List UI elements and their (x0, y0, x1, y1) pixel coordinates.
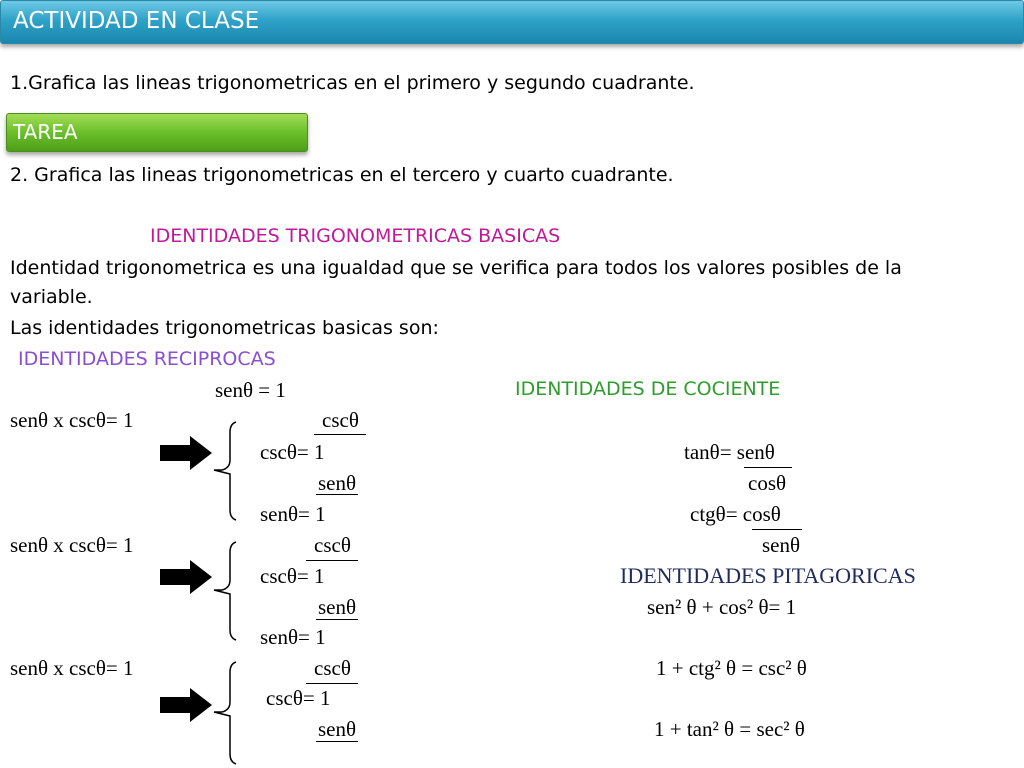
group1-numerator: cscθ (322, 408, 359, 432)
left-brace-icon (210, 540, 240, 642)
ctg-identity: ctgθ= cosθ (690, 502, 781, 526)
group2-numerator: cscθ (314, 533, 351, 557)
tan-denominator: cosθ (748, 471, 787, 495)
reciprocal-top-formula: senθ = 1 (215, 378, 286, 402)
group3-mid: cscθ= 1 (266, 686, 331, 710)
group2-lhs: senθ x cscθ= 1 (10, 533, 134, 557)
group2-denominator: senθ (318, 595, 357, 619)
tan-identity: tanθ= senθ (684, 440, 775, 464)
pythagorean-formula-3: 1 + tan² θ = sec² θ (654, 717, 805, 741)
group3-den-bar (316, 741, 358, 742)
group2-mid: cscθ= 1 (260, 564, 325, 588)
definition-line-2: variable. (10, 286, 93, 308)
arrow-right-icon (160, 560, 212, 594)
homework-item-2: 2. Grafica las lineas trigonometricas en el tercero y cuarto cuadrante. (10, 164, 674, 186)
group3-numerator: cscθ (314, 656, 351, 680)
tarea-banner (6, 113, 308, 152)
left-brace-icon (210, 420, 240, 522)
reciprocal-heading: IDENTIDADES RECIPROCAS (18, 348, 276, 370)
group1-mid: cscθ= 1 (260, 440, 325, 464)
activity-item-1: 1.Grafica las lineas trigonometricas en el primero y segundo cuadrante. (10, 72, 695, 94)
pythagorean-formula-1: sen² θ + cos² θ= 1 (647, 595, 797, 619)
definition-line-1: Identidad trigonometrica es una igualdad que se verifica para todos los valores posibles de la (10, 257, 902, 279)
arrow-right-icon (160, 688, 212, 722)
group2-bottom: senθ= 1 (260, 625, 326, 649)
pythagorean-heading: IDENTIDADES PITAGORICAS (620, 563, 916, 588)
group3-denominator: senθ (318, 717, 357, 741)
identities-heading: IDENTIDADES TRIGONOMETRICAS BASICAS (150, 225, 561, 247)
page-title: ACTIVIDAD EN CLASE (13, 8, 260, 34)
group1-fraction-bar (314, 434, 366, 435)
ctg-denominator: senθ (762, 533, 801, 557)
left-brace-icon (210, 660, 240, 766)
ctg-fraction-bar (752, 529, 802, 530)
group1-den-bar (316, 494, 358, 495)
group3-fraction-bar (306, 683, 358, 684)
pythagorean-formula-2: 1 + ctg² θ = csc² θ (656, 656, 807, 680)
definition-line-3: Las identidades trigonometricas basicas son: (10, 317, 439, 339)
arrow-right-icon (160, 436, 212, 470)
group3-lhs: senθ x cscθ= 1 (10, 656, 134, 680)
group1-bottom: senθ= 1 (260, 502, 326, 526)
quotient-heading: IDENTIDADES DE COCIENTE (515, 378, 781, 400)
group2-den-bar (316, 619, 358, 620)
tarea-label: TAREA (13, 120, 78, 144)
group2-fraction-bar (306, 560, 358, 561)
title-banner (0, 0, 1024, 44)
group1-denominator: senθ (318, 471, 357, 495)
tan-fraction-bar (744, 467, 792, 468)
group1-lhs: senθ x cscθ= 1 (10, 408, 134, 432)
